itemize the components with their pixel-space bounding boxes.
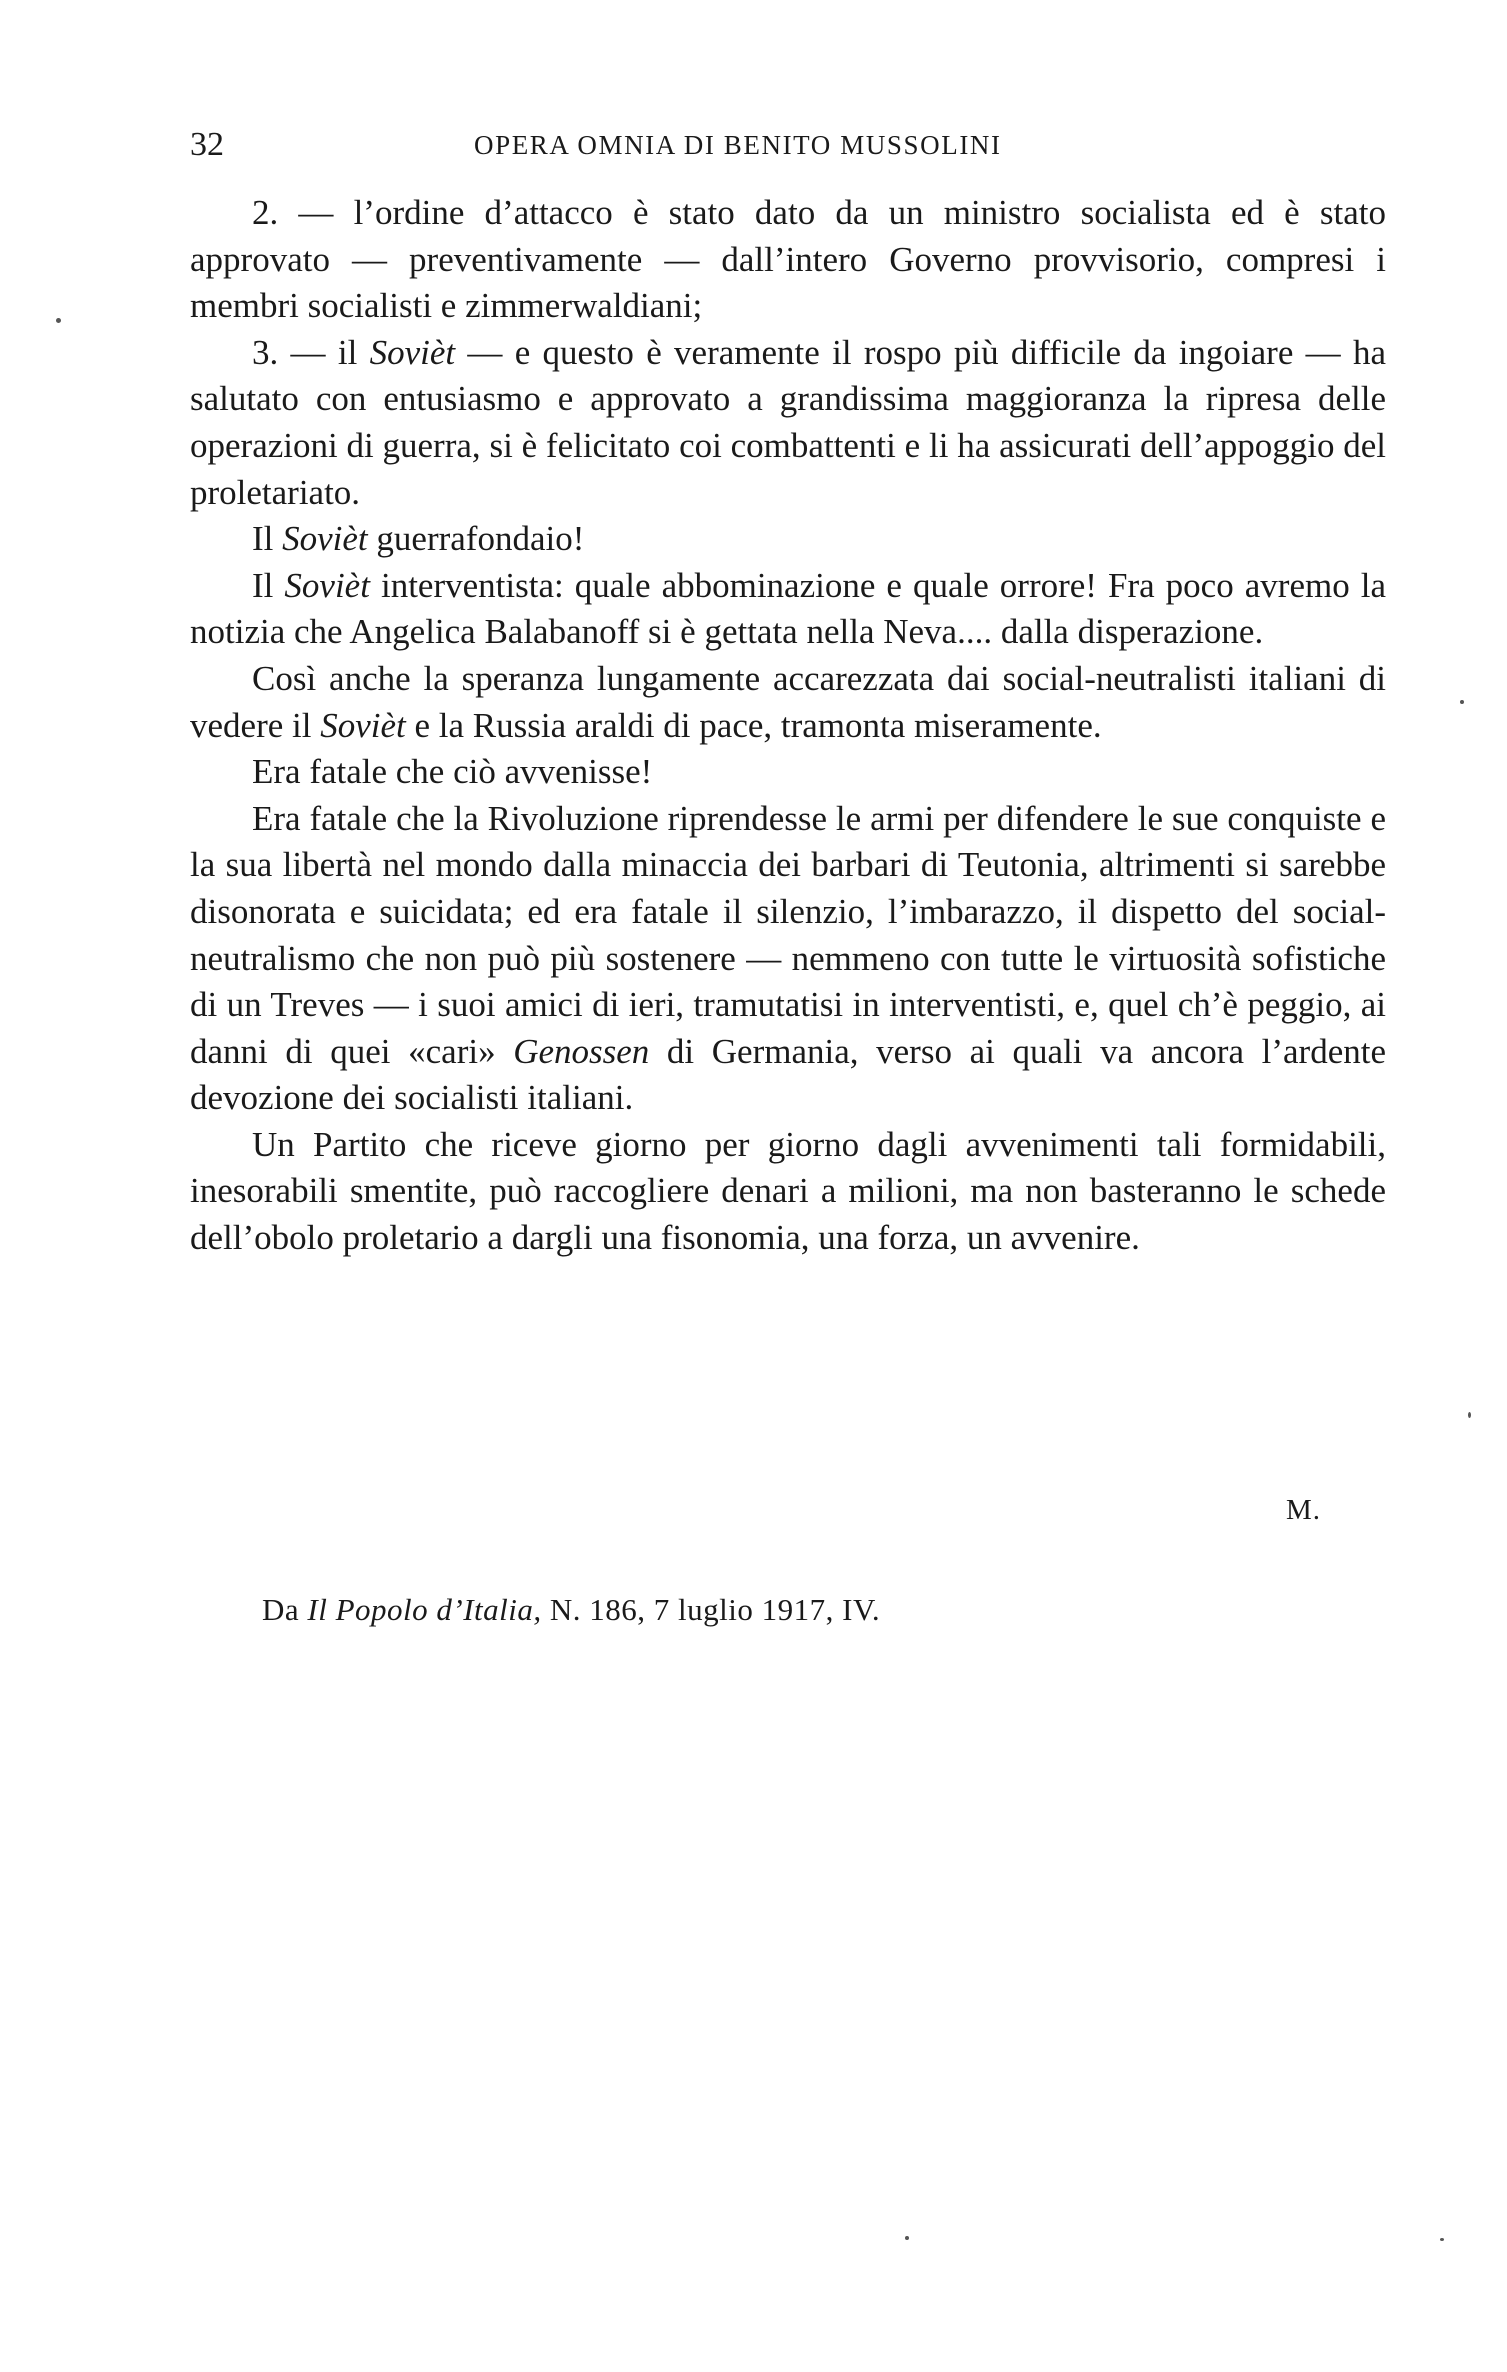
text-run: Era fatale che ciò avvenisse! (252, 752, 653, 792)
paragraph (190, 796, 1386, 1122)
source-newspaper-title: Il Popolo d’Italia, (307, 1592, 542, 1627)
print-speck (1460, 700, 1464, 704)
italic-term: Sovièt (284, 565, 370, 605)
text-run: interventista: quale abbominazione e quale orrore! Fra poco avremo la notizia che Angelica Balabanoff si è gettata nella Neva.... dalla disperazione. (190, 565, 1386, 652)
source-citation (262, 1590, 880, 1630)
text-run: 3. — il (252, 332, 370, 372)
italic-term: Sovièt (282, 519, 368, 559)
page-number: 32 (190, 126, 224, 163)
italic-term: Sovièt (320, 705, 406, 745)
italic-term: Genossen (513, 1031, 650, 1071)
paragraph (190, 749, 1386, 796)
text-run: Era fatale che la Rivoluzione riprendesse le armi per difendere le sue conquiste e la sua libertà nel mondo dalla minaccia dei barbari di Teutonia, altrimenti si sarebbe disonorata e suicidata; ed era fatale il silenzio, l’imbarazzo, il dispetto del social-neutralismo che non può più sostenere — nemmeno con tutte le virtuosità sofistiche di un Treves — i suoi amici di ieri, tramutatisi in interventisti, e, quel ch’è peggio, ai danni di quei «cari» (190, 798, 1386, 1071)
paragraph (190, 656, 1386, 749)
author-signature: M. (1286, 1494, 1322, 1526)
print-speck (56, 318, 61, 323)
source-issue-details: N. 186, 7 luglio 1917, IV. (541, 1592, 881, 1627)
article-body (190, 190, 1386, 1262)
text-run: — e questo è veramente il rospo più difficile da ingoiare — ha salutato con entusiasmo e approvato a grandissima maggioranza la ripresa delle operazioni di guerra, si è felicitato coi combattenti e li ha assicurati dell’appoggio del proletariato. (190, 332, 1386, 512)
italic-term: Sovièt (369, 332, 456, 372)
print-speck (905, 2236, 909, 2240)
source-prefix: Da (262, 1592, 308, 1627)
text-run: Il (252, 519, 283, 559)
paragraph (190, 190, 1386, 330)
text-run: di Germania, verso ai quali va ancora l’ardente devozione dei socialisti italiani. (190, 1031, 1386, 1118)
text-run: 2. — l’ordine d’attacco è stato dato da un ministro socialista ed è stato approvato — preventivamente — dall’intero Governo provvisorio, compresi i membri socialisti e zimmerwaldiani; (190, 193, 1386, 326)
paragraph (190, 516, 1386, 563)
text-run: Il (252, 565, 285, 605)
text-run: e la Russia araldi di pace, tramonta miseramente. (405, 705, 1102, 745)
text-run: Un Partito che riceve giorno per giorno dagli avvenimenti tali formidabili, inesorabili smentite, può raccogliere denari a milioni, ma non basteranno le schede dell’obolo proletario a dargli una fisonomia, una forza, un avvenire. (190, 1124, 1386, 1258)
text-run: Così anche la speranza lungamente accarezzata dai social-neutralisti italiani di vedere il (190, 658, 1386, 745)
running-title: OPERA OMNIA DI BENITO MUSSOLINI (474, 130, 1002, 160)
running-head (190, 125, 1325, 165)
paragraph (190, 330, 1386, 516)
paragraph (190, 563, 1386, 656)
text-run: guerrafondaio! (367, 519, 585, 559)
print-speck (1440, 2238, 1444, 2241)
print-speck (1468, 1412, 1471, 1418)
paragraph (190, 1122, 1386, 1262)
